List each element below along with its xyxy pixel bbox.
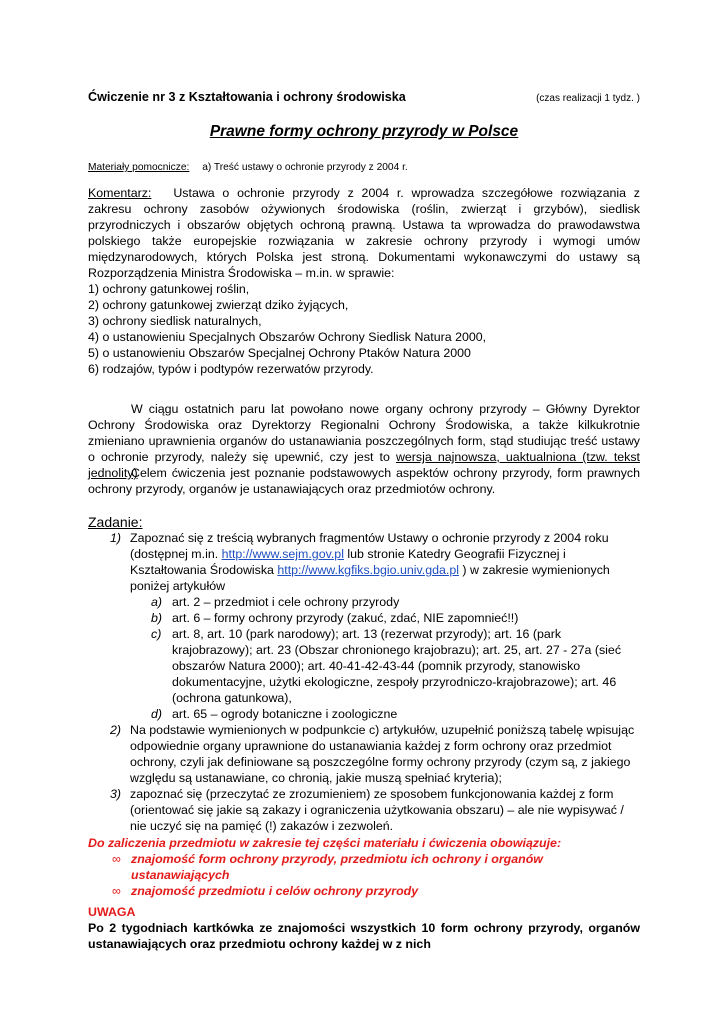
- requirement-item: [88, 851, 640, 883]
- task-number: 2): [110, 723, 122, 737]
- comment-paragraph: [88, 185, 640, 281]
- sejm-link[interactable]: http://www.sejm.gov.pl: [221, 547, 344, 561]
- requirements: [88, 835, 640, 899]
- regulation-list: [88, 281, 640, 377]
- paragraph-text: W ciągu ostatnich paru lat powołano nowe organy ochrony przyrody – Główny Dyrektor Ochrony Środowiska oraz Dyrektorzy Regionalni Ochrony Środowiska, a także kilkukrotnie zmieniano uprawnienia organów do ustanawiania poszczególnych form, stąd studiując treść ustawy o ochronie przyrody, należy się upewnić, czy jest to: [88, 402, 640, 464]
- list-item: 3) ochrony siedlisk naturalnych,: [88, 314, 262, 328]
- task-heading: Zadanie:: [88, 514, 143, 530]
- list-item: 5) o ustanowieniu Obszarów Specjalnej Ochrony Ptaków Natura 2000: [88, 346, 471, 360]
- sub-item-d: [130, 706, 640, 722]
- sub-item-a: [130, 594, 640, 610]
- materials-value: a) Treść ustawy o ochronie przyrody z 2004 r.: [202, 162, 408, 173]
- sub-letter: c): [151, 627, 162, 641]
- requirement-item: [88, 883, 640, 899]
- infinity-bullet-icon: ∞: [112, 852, 121, 866]
- task-number: 1): [110, 531, 122, 545]
- materials-label: Materiały pomocnicze:: [88, 162, 190, 173]
- materials: [88, 160, 408, 176]
- task-text: lub stronie Katedry Geografii Fizycznej i Kształtowania Środowiska: [130, 547, 566, 577]
- sub-letter: d): [151, 707, 163, 721]
- exercise-title: Ćwiczenie nr 3 z Kształtowania i ochrony środowiska: [88, 90, 406, 104]
- requirement-text: znajomość przedmiotu i celów ochrony przyrody: [131, 884, 419, 898]
- comment-section: [88, 185, 640, 377]
- task-number: 3): [110, 787, 122, 801]
- task-list: [88, 530, 640, 834]
- task-text: zapoznać się (przeczytać ze zrozumieniem) ze sposobem funkcjonowania każdej z form (orientować się jakie są zakazy i ograniczenia użytkowania obszaru) – ale nie wypisywać / nie uczyć się na pamięć (!) zakazów i zezwoleń.: [130, 787, 624, 833]
- task-item-1: [88, 530, 640, 722]
- sub-letter: a): [151, 595, 163, 609]
- requirement-text: znajomość form ochrony przyrody, przedmiotu ich ochrony i organów ustanawiających: [131, 852, 543, 882]
- header: [88, 89, 640, 105]
- sub-text: art. 8, art. 10 (park narodowy); art. 13 (rezerwat przyrody); art. 16 (park krajobrazowy); art. 23 (Obszar chronionego krajobrazu); art. 25, art. 27 - 27a (sieć obszarów Natura 2000); art. 40-41-42-43-44 (pomnik przyrody, stanowisko dokumentacyjne, użytki ekologiczne, zespoły przyrodniczo-krajobrazowe); art. 46 (ochrona gatunkowa),: [172, 627, 622, 705]
- paragraph-goal: Celem ćwiczenia jest poznanie podstawowych aspektów ochrony przyrody, form prawnych ochrony przyrody, organów je ustanawiających oraz przedmiotów ochrony.: [88, 466, 640, 496]
- comment-label: Komentarz:: [88, 186, 152, 200]
- task-text: Na podstawie wymienionych w podpunkcie c) artykułów, uzupełnić poniższą tabelę wpisując odpowiednie organy uprawnione do ustanawiania każdej z form ochrony oraz przedmiot ochrony, czyli jak definiowane są poszczególne formy ochrony przyrody (czym są, z jakiego względu są ustanawiane, co chronią, jakie muszą spełniać kryteria);: [130, 723, 635, 785]
- list-item: 6) rodzajów, typów i podtypów rezerwatów przyrody.: [88, 362, 374, 376]
- sub-letter: b): [151, 611, 163, 625]
- time-note: (czas realizacji 1 tydz. ): [536, 93, 640, 104]
- list-item: 4) o ustanowieniu Specjalnych Obszarów Ochrony Siedlisk Natura 2000,: [88, 330, 487, 344]
- warning-label: UWAGA: [88, 905, 136, 919]
- kgfiks-link[interactable]: http://www.kgfiks.bgio.univ.gda.pl: [277, 563, 459, 577]
- underlined-text: wersja najnowsza, uaktualniona (tzw. tekst jednolity): [88, 450, 640, 480]
- infinity-bullet-icon: ∞: [112, 884, 121, 898]
- sub-text: art. 6 – formy ochrony przyrody (zakuć, zdać, NIE zapomnieć!!): [172, 611, 519, 625]
- sub-text: art. 2 – przedmiot i cele ochrony przyrody: [172, 595, 400, 609]
- sub-text: art. 65 – ogrody botaniczne i zoologiczne: [172, 707, 398, 721]
- list-item: 2) ochrony gatunkowej zwierząt dziko żyjących,: [88, 298, 349, 312]
- task-text: ) w zakresie wymienionych poniżej artykułów: [130, 563, 610, 593]
- task-item-3: [88, 786, 640, 834]
- warning-text: Po 2 tygodniach kartkówka ze znajomości wszystkich 10 form ochrony przyrody, organów ustanawiających oraz przedmiotu ochrony każdej w z nich: [88, 921, 640, 951]
- page-title: Prawne formy ochrony przyrody w Polsce: [209, 123, 519, 140]
- task-item-2: [88, 722, 640, 786]
- comment-text: Ustawa o ochronie przyrody z 2004 r. wprowadza szczegółowe rozwiązania z zakresu ochrony zasobów ożywionych środowiska (roślin, zwierząt i grzybów), siedlisk przyrodniczych i obszarów objętych ochroną prawną. Ustawa ta wprowadza do prawodawstwa polskiego także europejskie rozwiązania w zakresie ochrony przyrody i wymogi umów międzynarodowych, których Polska jest stroną. Dokumentami wykonawczymi do ustawy są Rozporządzenia Ministra Środowiska – m.in. w sprawie:: [88, 186, 640, 280]
- sub-item-c: [130, 626, 640, 706]
- list-item: 1) ochrony gatunkowej roślin,: [88, 282, 250, 296]
- requirements-intro: Do zaliczenia przedmiotu w zakresie tej części materiału i ćwiczenia obowiązuje:: [88, 836, 562, 850]
- sub-item-b: [130, 610, 640, 626]
- task-text: Zapoznać się z treścią wybranych fragmentów Ustawy o ochronie przyrody z 2004 roku (dostępnej m.in.: [130, 531, 609, 561]
